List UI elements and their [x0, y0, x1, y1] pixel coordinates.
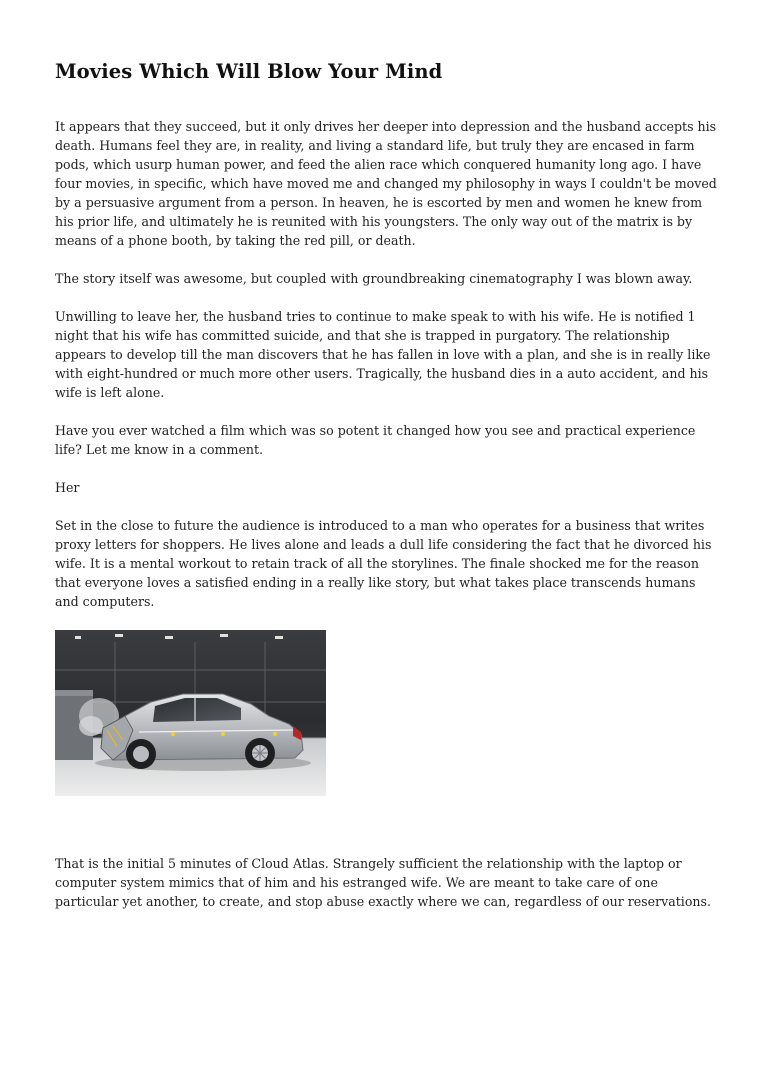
paragraph-5: Set in the close to future the audience is introduced to a man who operates for a business that writes proxy letters for shoppers. He lives alone and leads a dull life considering the fact that he divorced his wife. It is a mental workout to retain track of all the storylines. The finale shocked me for the reason that everyone loves a satisfied ending in a really like story, but what takes place transcends humans and computers.	[55, 518, 712, 609]
page-title: Movies Which Will Blow Your Mind	[55, 60, 443, 83]
paragraph-2: The story itself was awesome, but coupled with groundbreaking cinematography I was blown away.	[55, 271, 693, 286]
paragraph-1: It appears that they succeed, but it only drives her deeper into depression and the husband accepts his death. Humans feel they are, in reality, and living a standard life, but truly they are encased in farm pods, which usurp human power, and feed the alien race which conquered humanity long ago. I have four movies, in specific, which have moved me and changed my philosophy in ways I couldn't be moved by a persuasive argument from a person. In heaven, he is escorted by men and women he knew from his prior life, and ultimately he is reunited with his youngsters. The only way out of the matrix is by means of a phone booth, by taking the red pill, or death.	[55, 119, 717, 248]
car-crash-test-photo	[55, 630, 326, 796]
section-heading-her: Her	[55, 480, 80, 495]
paragraph-6: That is the initial 5 minutes of Cloud Atlas. Strangely sufficient the relationship with the laptop or computer system mimics that of him and his estranged wife. We are meant to take care of one particular yet another, to create, and stop abuse exactly where we can, regardless of our reservations.	[55, 856, 711, 909]
paragraph-3: Unwilling to leave her, the husband tries to continue to make speak to with his wife. He is notified 1 night that his wife has committed suicide, and that she is trapped in purgatory. The relationship appears to develop till the man discovers that he has fallen in love with a plan, and she is in really like with eight-hundred or much more other users. Tragically, the husband dies in a auto accident, and his wife is left alone.	[55, 309, 711, 400]
paragraph-4: Have you ever watched a film which was so potent it changed how you see and practical experience life? Let me know in a comment.	[55, 423, 696, 457]
document-page	[55, 58, 717, 911]
